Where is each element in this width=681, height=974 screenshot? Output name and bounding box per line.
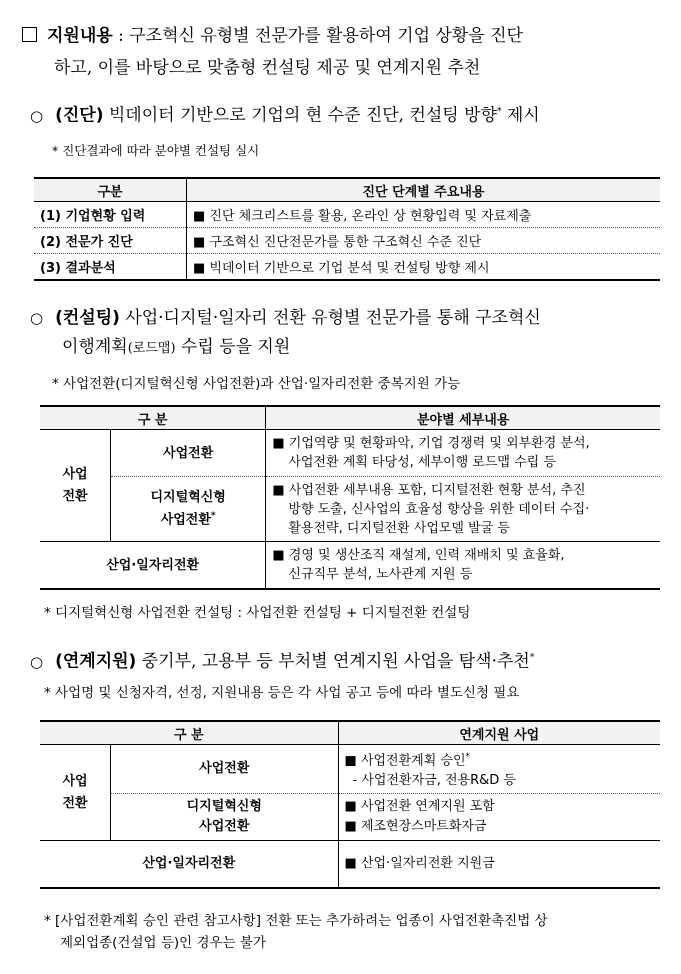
table2-row1-line2: 사업전환 계획 타당성, 세부이행 로드맵 수립 등 bbox=[288, 455, 556, 470]
circle-bullet-icon: ○ bbox=[30, 106, 44, 125]
table2-row2-line1: ■ 사업전환 세부내용 포함, 디지털전환 현황 분석, 추진 bbox=[272, 482, 586, 498]
table2-row3-line2: 신규직무 분석, 노사관계 지원 등 bbox=[288, 567, 473, 582]
link-text: 중기부, 고용부 등 부처별 연계지원 사업을 탐색·추천 bbox=[136, 651, 530, 672]
footnote bbox=[44, 910, 674, 954]
table1-row3-content: ■ 빅데이터 기반으로 기업 분석 및 컨설팅 방향 제시 bbox=[193, 261, 490, 276]
table1-row2-content: ■ 구조혁신 진단전문가를 통한 구조혁신 수준 진단 bbox=[187, 228, 661, 254]
table1-row1-content: ■ 진단 체크리스트를 활용, 온라인 상 현황입력 및 자료제출 bbox=[187, 202, 661, 228]
table-row bbox=[40, 430, 660, 477]
table2-row3-line1: ■ 경영 및 생산조직 재설계, 인력 재배치 및 효율화, bbox=[272, 548, 565, 563]
table3-row3-label: 산업·일자리전환 bbox=[40, 841, 338, 889]
table3-row2-label1: 디지털혁신형 bbox=[186, 799, 262, 814]
consulting-title: (컨설팅) bbox=[55, 308, 120, 328]
consulting-section bbox=[30, 304, 670, 363]
table1-head-content: 진단 단계별 주요내용 bbox=[187, 178, 661, 202]
table1-row2-label: (2) 전문가 진단 bbox=[34, 228, 187, 254]
table2-row2-line3: 활용전략, 디지털전환 사업모델 발굴 등 bbox=[288, 520, 510, 536]
diagnosis-note: * 진단결과에 따라 분야별 컨설팅 실시 bbox=[52, 143, 260, 158]
header-line1: : 구조혁신 유형별 전문가를 활용하여 기업 상황을 진단 bbox=[112, 26, 523, 46]
diagnosis-title: (진단) bbox=[55, 105, 104, 126]
diagnosis-section bbox=[30, 98, 670, 131]
table-row bbox=[40, 841, 660, 889]
table-row bbox=[34, 202, 660, 228]
checkbox-square-icon bbox=[22, 27, 37, 42]
table2-row3-label: 산업·일자리전환 bbox=[40, 542, 266, 590]
footnote-line1: * [사업전환계획 승인 관련 참고사항] 전환 또는 추가하려는 업종이 사업전환촉진법 상 bbox=[44, 913, 548, 929]
table2-row1-label: 사업전환 bbox=[111, 430, 266, 477]
consulting-table-note: * 디지털혁신형 사업전환 컨설팅 : 사업전환 컨설팅 + 디지털전환 컨설팅 bbox=[44, 605, 471, 621]
table-row bbox=[40, 745, 660, 794]
consulting-line2c: 수립 등을 지원 bbox=[175, 337, 291, 357]
link-title: (연계지원) bbox=[55, 651, 137, 672]
footnote-line2: 제외업종(건설업 등)인 경우는 불가 bbox=[60, 935, 266, 951]
section-header bbox=[22, 20, 672, 84]
table2-row1-line1: ■ 기업역량 및 현황파악, 기업 경쟁력 및 외부환경 분석, bbox=[272, 436, 590, 451]
table2-head-content: 분야별 세부내용 bbox=[266, 406, 660, 430]
table1-row1-label: (1) 기업현황 입력 bbox=[34, 202, 187, 228]
table2-row2-label1: 디지털혁신형 bbox=[150, 490, 226, 506]
table3-row2-label2: 사업전환 bbox=[199, 819, 250, 834]
table2-row1-content bbox=[266, 430, 660, 477]
diagnosis-table bbox=[34, 177, 660, 281]
table3-row3-content: ■ 산업·일자리전환 지원금 bbox=[344, 856, 495, 871]
table-row bbox=[40, 477, 660, 542]
circle-bullet-icon: ○ bbox=[30, 309, 44, 327]
table3-group-label: 사업 전환 bbox=[40, 745, 111, 841]
table2-row2-line2: 방향 도출, 신사업의 효율성 향상을 위한 데이터 수집· bbox=[288, 501, 590, 517]
table-row bbox=[34, 254, 660, 281]
table3-row1-label: 사업전환 bbox=[111, 745, 339, 794]
table2-group-label: 사업 전환 bbox=[40, 430, 111, 542]
diagnosis-text: 빅데이터 기반으로 기업의 현 수준 진단, 컨설팅 방향 bbox=[103, 105, 497, 126]
table2-row2-star: * bbox=[210, 511, 216, 522]
table2-head-category: 구 분 bbox=[40, 406, 266, 430]
header-line2: 하고, 이를 바탕으로 맞춤형 컨설팅 제공 및 연계지원 추천 bbox=[54, 58, 481, 78]
consulting-text: 사업·디지털·일자리 전환 유형별 전문가를 통해 구조혁신 bbox=[119, 308, 541, 328]
table1-row3-label: (3) 결과분석 bbox=[34, 254, 187, 281]
circle-bullet-icon: ○ bbox=[30, 652, 44, 671]
link-star: * bbox=[529, 653, 535, 663]
table-row bbox=[40, 794, 660, 841]
table3-row1-line1: ■ 사업전환계획 승인 bbox=[344, 753, 466, 769]
link-section bbox=[30, 644, 670, 677]
table3-row1-star: * bbox=[465, 751, 471, 762]
table3-row1-content bbox=[338, 745, 660, 794]
header-title: 지원내용 bbox=[47, 26, 113, 46]
table-row bbox=[34, 228, 660, 254]
table3-row2-line1: ■ 사업전환 연계지원 포함 bbox=[344, 799, 495, 814]
consulting-table bbox=[40, 405, 660, 590]
table1-head-category: 구분 bbox=[34, 178, 187, 202]
table2-row2-label bbox=[111, 477, 266, 542]
table2-row2-label2: 사업전환 bbox=[160, 512, 211, 528]
consulting-line2b: (로드맵) bbox=[127, 341, 176, 356]
table3-row2-label bbox=[111, 794, 339, 841]
table3-row1-line2: - 사업전환자금, 전용R&D 등 bbox=[352, 773, 516, 789]
link-note: * 사업명 및 신청자격, 선정, 지원내용 등은 각 사업 공고 등에 따라 별도신청 필요 bbox=[44, 685, 520, 701]
table2-row2-content bbox=[266, 477, 660, 542]
table2-row3-content bbox=[266, 542, 660, 590]
table3-row2-content bbox=[338, 794, 660, 841]
diagnosis-star: * bbox=[496, 107, 502, 117]
table3-head-content: 연계지원 사업 bbox=[338, 721, 660, 745]
table3-row2-line2: ■ 제조현장스마트화자금 bbox=[344, 819, 487, 834]
link-table bbox=[40, 720, 660, 889]
diagnosis-text2: 제시 bbox=[501, 105, 540, 126]
table-row bbox=[40, 542, 660, 590]
consulting-note: * 사업전환(디지털혁신형 사업전환)과 산업·일자리전환 중복지원 가능 bbox=[52, 376, 461, 392]
table3-head-category: 구 분 bbox=[40, 721, 338, 745]
consulting-line2a: 이행계획 bbox=[62, 337, 128, 357]
